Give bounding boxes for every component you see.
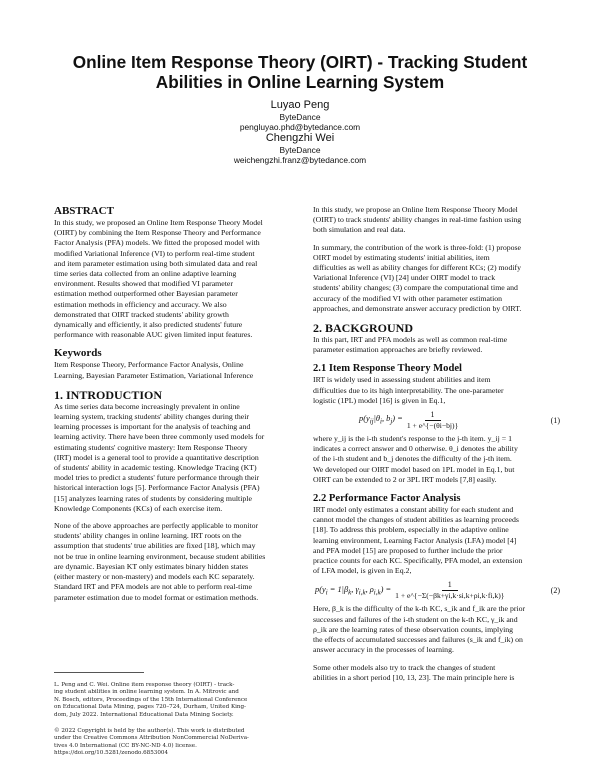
doi-link[interactable]: https://doi.org/10.5281/zenodo.6853004 [54,750,169,757]
irt-heading: 2.1 Item Response Theory Model [313,363,462,375]
pfa-heading: 2.2 Performance Factor Analysis [313,493,461,505]
keywords-text: Item Response Theory, Performance Factor Analysis, Online Learning, Bayesian Parameter Estimation, Variational Inference [54,360,254,380]
author-name: Chengzhi Wei [265,132,335,144]
irt-text: IRT is widely used in assessing student abilities and item difficulties due to its high interpretability. The one-parameter logistic (1PL) model [16] is given in Eq.1, [313,375,504,405]
study-paragraph: In this study, we propose an Online Item Response Theory Model (OIRT) to track students' ability changes in real-time fashion using both simulation and real data. [313,205,522,235]
author-email: pengluyao.phd@bytedance.com [239,122,361,132]
author-block [100,99,500,165]
pfa-text: IRT model only estimates a constant ability for each student and cannot model the changes of student abilities as learning proceeds [18]. To address this problem, especially in the adaptive online learning environment, Learning Factor Analysis (LFA) model [4] and PFA model [15] are proposed to further include the prior practice counts for each KC. Specifically, PFA model, an extension of LFA model, is given in Eq.2, [313,505,523,576]
equation-2-lhs: $p(y_i = 1|\beta_k$, $\gamma_{i,k}$, $\rho_{i,k}$) = [315,584,392,597]
author-affiliation: ByteDance [279,112,321,122]
copyright-footnote: © 2022 Copyright is held by the author(s). This work is distributed under the Creative Commons Attribution NonCommercial NoDeriva- tives 4.0 International (CC BY-NC-ND 4.0) license. https://doi.org/10.5281/zenodo.6853004 [54,728,249,757]
abstract-heading: ABSTRACT [54,205,114,217]
citation-footnote: L. Peng and C. Wei. Online item response theory (OIRT) - track- ing student abilities in online learning system. In A. Mitrovic and N. Bosch, editors, Proceedings of the 15th International Conference on Educational Data Mining, pages 720–724, Durham, United King- dom, July 2022. International Educational Data Mining Society. [54,682,248,718]
eq1-explanation: where y_ij is the i-th student's response to the j-th item. y_ij = 1 indicates a correct answer and 0 otherwise. θ_i denotes the ability of the i-th student and b_j denotes the difficulty of the j-th item. We developed our OIRT model based on 1PL model in Eq.1, but OIRT can be extended to 2 or 3PL IRT models [7,8] easily. [313,434,518,484]
background-heading: 2. BACKGROUND [313,321,414,336]
footnote-divider [54,672,144,673]
equation-1-fraction: $\frac{1}{1 + e\^{}\{-(\theta i-bj)\}}$ [406,409,459,430]
equation-1-lhs: $p(y_{ij}|\theta_i$, $b_j$) = [359,414,403,426]
left-column [54,205,301,603]
eq2-explanation: Here, β_k is the difficulty of the k-th KC, s_ik and f_ik are the prior successes and failures of the i-th student on the k-th KC, γ_ik and ρ_ik are the learning rates of these observation counts, implying the effects of accumulated successes and failures (s_ik and f_ik) on answer accuracy in the processes of learning. [313,604,526,655]
background-text: In this part, IRT and PFA models as well as common real-time parameter estimation approaches are briefly reviewed. [313,335,508,355]
equation-2 [313,578,560,602]
equation-2-number: (2) [550,585,560,595]
intro-paragraph-1: As time series data become increasingly prevalent in online learning system, tracking students' ability changes during their learning processes is important for the analysis of teaching and learning activity. There have been three commonly used models for estimating students' cognitive mastery: Item Response Theory (IRT) model is a general tool to provide a quantitative description of students' ability in academic testing. Knowledge Tracing (KT) model tries to predict a students' future performance through their historical interaction logs [5]. Performance Factor Analysis (PFA) [15] analyzes learning rates of students by considering multiple Knowledge Components (KCs) of each exercise item. [54,401,265,513]
title-line-1: Online Item Response Theory (OIRT) - Tracking Student [72,52,528,72]
abstract-text: In this study, we proposed an Online Item Response Theory Model (OIRT) by combining the Item Response Theory and Performance Factor Analysis (PFA) models. We fitted the proposed model with modified Variational Inference (VI) to perform real-time student and item parameter estimation using both simulated data and real time series data collected from an online adaptive learning environment. Results showed that modified VI parameter estimation method outperformed other Bayesian parameter estimation methods in efficiency and accuracy. We also demonstrated that OIRT tracked students' ability growth dynamically and efficiently, it also predicted students' future performance with reasonable AUC given limited input features. [54,218,263,340]
equation-1 [313,408,560,432]
paper-title [40,52,560,92]
intro-paragraph-2: None of the above approaches are perfectly applicable to monitor students' ability changes in online learning. IRT roots on the assumption that students' true abilities are fixed [18], which may not be true in online learning environment, because student abilities are dynamic. Bayesian KT only estimates binary hidden states (either mastery or non-mastery) and models each KC separately. Standard IRT and PFA models are not able to perform real-time parameter estimation due to model format or estimation methods. [54,521,266,602]
keywords-heading: Keywords [54,347,102,360]
contribution-paragraph: In summary, the contribution of the work is three-fold: (1) propose OIRT model by estimating students' initial abilities, item difficulties as well as ability changes for different KCs; (2) modify Variational Inference (VI) [24] under OIRT model to track students' ability changes; (3) compare the computational time and accuracy of the modified VI with other parameter estimation approaches, and demonstrate answer accuracy prediction by OIRT. [313,242,522,313]
right-column [313,205,560,683]
author-name: Luyao Peng [270,99,330,111]
title-line-2: Abilities in Online Learning System [155,72,445,92]
closing-paragraph: Some other models also try to track the changes of student abilities in a short period [10, 13, 23]. The main principle here is [313,662,515,682]
author-email: weichengzhi.franz@bytedance.com [233,155,367,165]
equation-1-number: (1) [550,415,560,425]
author-affiliation: ByteDance [279,145,321,155]
introduction-heading: 1. INTRODUCTION [54,387,163,402]
equation-2-fraction: $\frac{1}{1 + e\^{}\{-\Sigma(-\beta k+\gamma i,k\cdot si,k+\rho i,k\cdot fi,k)\}}$ [395,579,505,600]
